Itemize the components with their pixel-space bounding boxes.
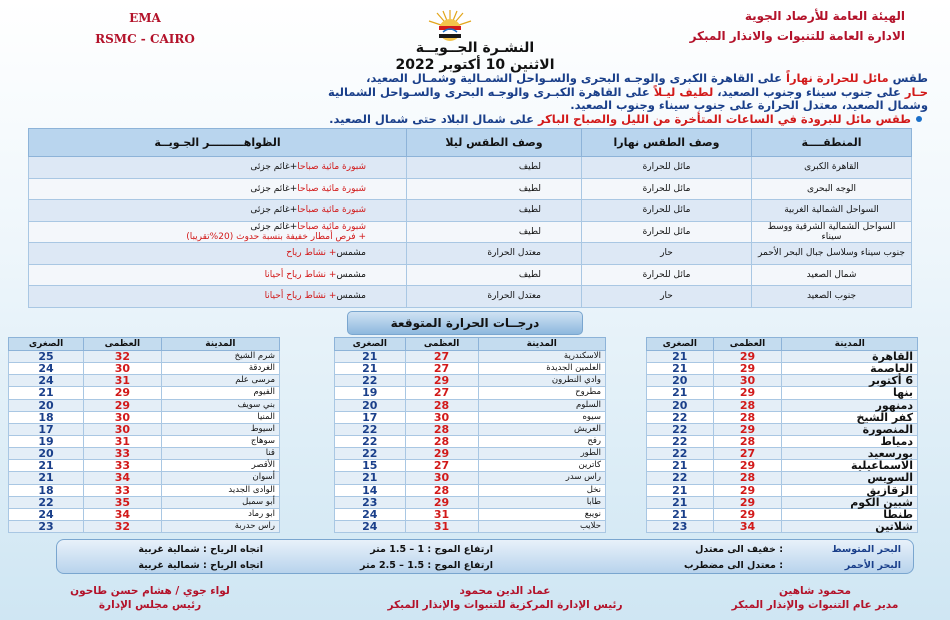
weather-table-header — [29, 129, 912, 157]
min-temp: 21 — [647, 387, 714, 399]
weather-table — [28, 128, 912, 308]
max-temp: 29 — [405, 448, 478, 460]
night-description: لطيف — [407, 157, 582, 179]
city-name: بورسعيد — [782, 448, 918, 460]
temperature-row — [335, 351, 606, 363]
header-city: المدينة — [782, 338, 918, 351]
city-name: العريش — [478, 423, 605, 435]
bullet-icon — [916, 116, 922, 122]
signatory-name: محمود شاهين — [778, 585, 852, 597]
city-name: الاسماعيلية — [782, 460, 918, 472]
signatory-name: لواء جوي / هشام حسن طاحون — [70, 585, 230, 597]
phenomena-extra: + نشاط رياح أحيانا — [264, 291, 337, 302]
temperature-row — [9, 460, 280, 472]
city-name: شرم الشيخ — [161, 351, 279, 363]
min-temp: 18 — [9, 484, 84, 496]
sea-row-mediterranean — [57, 542, 913, 558]
max-temp: 29 — [84, 387, 162, 399]
night-description: لطيف — [407, 200, 582, 222]
min-temp: 25 — [9, 351, 84, 363]
temperature-row — [647, 387, 918, 399]
city-name: الزقازيق — [782, 484, 918, 496]
temperature-row — [647, 363, 918, 375]
min-temp: 21 — [647, 351, 714, 363]
min-temp: 23 — [335, 496, 406, 508]
region-name: جنوب الصعيد — [752, 286, 912, 308]
min-temp: 21 — [335, 472, 406, 484]
max-temp: 28 — [405, 484, 478, 496]
max-temp: 29 — [713, 460, 782, 472]
summary-text-highlight: لطيف ليـلاً — [653, 84, 714, 99]
region-name: السواحل الشمالية الغربية — [752, 200, 912, 222]
city-name: أسوان — [161, 472, 279, 484]
rsmc-label: RSMC - CAIRO — [95, 32, 195, 46]
max-temp: 29 — [713, 484, 782, 496]
temperature-row — [335, 375, 606, 387]
city-name: ابو رماد — [161, 508, 279, 520]
min-temp: 18 — [9, 411, 84, 423]
max-temp: 34 — [84, 508, 162, 520]
city-name: المنصورة — [782, 423, 918, 435]
city-name: السويس — [782, 472, 918, 484]
temperature-row — [9, 363, 280, 375]
city-name: الأقصر — [161, 460, 279, 472]
min-temp: 24 — [9, 363, 84, 375]
city-name: مرسى علم — [161, 375, 279, 387]
weather-row — [29, 286, 912, 308]
min-temp: 24 — [335, 520, 406, 532]
temperature-row — [9, 448, 280, 460]
max-temp: 32 — [84, 351, 162, 363]
temperature-row — [9, 435, 280, 447]
temperature-row — [647, 496, 918, 508]
header-min: الصغرى — [647, 338, 714, 351]
max-temp: 28 — [713, 472, 782, 484]
wave-height: ارتفاع الموج : 1.5 – 2.5 متر — [360, 560, 493, 571]
header-max: العظمى — [84, 338, 162, 351]
ema-label: EMA — [129, 11, 161, 25]
city-name: الفيوم — [161, 387, 279, 399]
temperature-row — [335, 508, 606, 520]
temperature-row — [647, 399, 918, 411]
city-name: دمنهور — [782, 399, 918, 411]
max-temp: 28 — [713, 411, 782, 423]
city-name: رفح — [478, 435, 605, 447]
min-temp: 21 — [647, 496, 714, 508]
header-phenomena: الظواهـــــــــر الجـويــة — [29, 129, 407, 157]
phenomena-cell — [29, 243, 407, 265]
header-min: الصغرى — [335, 338, 406, 351]
city-name: بني سويف — [161, 399, 279, 411]
summary-text: على القاهرة الكبرى والوجـه البحرى والسـواحل الشمـالية وشمـال الصعيد، — [366, 71, 786, 85]
temperature-row — [335, 363, 606, 375]
max-temp: 31 — [84, 435, 162, 447]
city-name: المنيا — [161, 411, 279, 423]
phenomena-extra: + نشاط رياح — [286, 248, 337, 259]
temperatures-title: درجــات الحرارة المتوقعة — [347, 311, 583, 335]
min-temp: 21 — [9, 460, 84, 472]
temperature-row — [335, 435, 606, 447]
region-name: القاهرة الكبرى — [752, 157, 912, 179]
forecast-summary — [28, 72, 928, 126]
min-temp: 20 — [9, 399, 84, 411]
day-description: مائل للحرارة — [582, 178, 752, 200]
min-temp: 21 — [647, 460, 714, 472]
city-name: 6 أكتوبر — [782, 375, 918, 387]
min-temp: 22 — [647, 472, 714, 484]
wind-direction: اتجاه الرياح : شمالية غربية — [138, 560, 263, 571]
signatory-name: عماد الدين محمود — [459, 585, 551, 597]
phenomena-cell — [29, 178, 407, 200]
max-temp: 30 — [405, 472, 478, 484]
max-temp: 32 — [84, 520, 162, 532]
temperature-row — [335, 496, 606, 508]
phenomena-extra: +غائم جزئى — [250, 162, 298, 173]
min-temp: 24 — [9, 375, 84, 387]
summary-text: على القاهرة الكبـرى والوجـه البحرى والسـواحل الشمالية — [327, 84, 654, 99]
temperature-row — [9, 387, 280, 399]
max-temp: 29 — [713, 508, 782, 520]
phenomena-cell — [29, 264, 407, 286]
temperature-row — [647, 423, 918, 435]
phenomena-extra: + نشاط رياح أحيانا — [264, 269, 337, 280]
max-temp: 27 — [405, 363, 478, 375]
temperature-row — [9, 520, 280, 532]
city-name: العلمين الجديدة — [478, 363, 605, 375]
min-temp: 21 — [647, 484, 714, 496]
signatory-title: مدير عام التنبوات والإنذار المبكر — [731, 599, 899, 611]
temperature-row — [9, 375, 280, 387]
authority-name: الهيئة العامة للأرصاد الجوية — [744, 9, 905, 23]
city-name: نويبع — [478, 508, 605, 520]
max-temp: 29 — [84, 399, 162, 411]
administration-name: الادارة العامة للتنبوات والانذار المبكر — [689, 29, 905, 43]
city-name: راس حدربة — [161, 520, 279, 532]
max-temp: 27 — [713, 448, 782, 460]
signature-director — [700, 584, 930, 612]
temperature-row — [647, 520, 918, 532]
phenomena-main: شبورة مائية صباحا — [297, 162, 366, 173]
min-temp: 22 — [9, 496, 84, 508]
temperature-row — [335, 399, 606, 411]
min-temp: 17 — [335, 411, 406, 423]
phenomena-cell — [29, 221, 407, 243]
wave-height: ارتفاع الموج : 1 – 1.5 متر — [370, 544, 493, 555]
header-night: وصف الطقس ليلا — [407, 129, 582, 157]
min-temp: 22 — [647, 448, 714, 460]
city-name: القاهرة — [782, 351, 918, 363]
night-description: معتدل الحرارة — [407, 286, 582, 308]
temperature-row — [335, 460, 606, 472]
weather-row — [29, 243, 912, 265]
max-temp: 30 — [713, 375, 782, 387]
city-name: حلايب — [478, 520, 605, 532]
temperature-row — [335, 484, 606, 496]
max-temp: 29 — [713, 496, 782, 508]
min-temp: 17 — [9, 423, 84, 435]
phenomena-main: مشمس — [336, 269, 366, 280]
min-temp: 22 — [335, 423, 406, 435]
max-temp: 30 — [84, 411, 162, 423]
temperature-row — [9, 508, 280, 520]
temperature-row — [9, 472, 280, 484]
temperature-row — [647, 484, 918, 496]
min-temp: 15 — [335, 460, 406, 472]
min-temp: 19 — [9, 435, 84, 447]
wind-direction: اتجاه الرياح : شمالية غربية — [138, 544, 263, 555]
phenomena-main: شبورة مائية صباحا — [297, 183, 366, 194]
city-name: طنطا — [782, 508, 918, 520]
max-temp: 30 — [84, 423, 162, 435]
max-temp: 33 — [84, 460, 162, 472]
signature-chairman — [40, 584, 260, 612]
max-temp: 34 — [713, 520, 782, 532]
phenomena-extra: +غائم جزئى — [250, 183, 298, 194]
phenomena-main: مشمس — [336, 291, 366, 302]
min-temp: 21 — [9, 472, 84, 484]
min-temp: 23 — [9, 520, 84, 532]
day-description: حار — [582, 286, 752, 308]
header-region: المنطقــــة — [752, 129, 912, 157]
max-temp: 31 — [405, 508, 478, 520]
min-temp: 22 — [647, 435, 714, 447]
temperature-row — [647, 472, 918, 484]
min-temp: 20 — [647, 399, 714, 411]
min-temp: 23 — [647, 520, 714, 532]
summary-text-highlight: طقس مائل للبرودة في الساعات المتأخرة من الليل والصباح الباكر — [537, 111, 911, 126]
min-temp: 22 — [335, 435, 406, 447]
phenomena-main: مشمس — [336, 248, 366, 259]
city-name: اسيوط — [161, 423, 279, 435]
city-name: نخل — [478, 484, 605, 496]
rain-percent: (20%تقريبا) — [186, 231, 234, 242]
city-name: كفر الشيخ — [782, 411, 918, 423]
weather-row — [29, 200, 912, 222]
signatory-title: رئيس الإدارة المركزية للتنبوات والإنذار المبكر — [387, 599, 623, 611]
bulletin-title: النشـرة الجــويــة — [415, 40, 535, 56]
temperature-row — [9, 423, 280, 435]
weather-row — [29, 264, 912, 286]
city-name: الوادى الجديد — [161, 484, 279, 496]
max-temp: 30 — [84, 363, 162, 375]
phenomena-extra: +غائم جزئى — [250, 205, 298, 216]
sea-state: : خفيف الى معتدل — [695, 544, 783, 555]
phenomena-cell — [29, 200, 407, 222]
max-temp: 29 — [405, 496, 478, 508]
max-temp: 27 — [405, 387, 478, 399]
max-temp: 35 — [84, 496, 162, 508]
min-temp: 24 — [335, 508, 406, 520]
header-city: المدينة — [161, 338, 279, 351]
city-name: سوهاج — [161, 435, 279, 447]
summary-line-1 — [28, 72, 928, 86]
phenomena-main: شبورة مائية صباحا — [297, 221, 366, 232]
sea-state: : معتدل الى مضطرب — [684, 560, 783, 571]
temperature-row — [9, 484, 280, 496]
temperature-row — [9, 411, 280, 423]
temperature-table-left — [8, 337, 280, 533]
city-name: أبو سمبل — [161, 496, 279, 508]
day-description: مائل للحرارة — [582, 157, 752, 179]
temperature-row — [647, 435, 918, 447]
summary-text: على شمال البلاد حتى شمال الصعيد. — [329, 111, 534, 126]
summary-text: طقس — [888, 71, 928, 85]
min-temp: 20 — [9, 448, 84, 460]
region-name: الوجه البحرى — [752, 178, 912, 200]
city-name: دمياط — [782, 435, 918, 447]
max-temp: 29 — [713, 423, 782, 435]
city-name: بنها — [782, 387, 918, 399]
max-temp: 29 — [713, 363, 782, 375]
max-temp: 27 — [405, 351, 478, 363]
min-temp: 20 — [647, 375, 714, 387]
temperature-row — [647, 375, 918, 387]
city-name: وادي النطرون — [478, 375, 605, 387]
summary-text-highlight: مائل للحرارة نهاراً — [786, 71, 889, 85]
city-name: الطور — [478, 448, 605, 460]
phenomena-cell — [29, 286, 407, 308]
weather-row — [29, 221, 912, 243]
temperature-row — [335, 520, 606, 532]
summary-text: على جنوب سيناء وجنوب الصعيد، — [713, 84, 905, 99]
max-temp: 29 — [405, 375, 478, 387]
temperature-row — [335, 423, 606, 435]
city-name: شلاتين — [782, 520, 918, 532]
night-description: لطيف — [407, 221, 582, 243]
city-name: مطروح — [478, 387, 605, 399]
summary-line-3: وشمال الصعيد، معتدل الحرارة على جنوب سيناء وجنوب الصعيد. — [570, 98, 928, 112]
temperature-row — [647, 508, 918, 520]
sea-state-panel — [56, 539, 914, 574]
min-temp: 21 — [335, 363, 406, 375]
max-temp: 28 — [405, 423, 478, 435]
summary-text-highlight: حـار — [904, 84, 928, 99]
max-temp: 33 — [84, 484, 162, 496]
city-name: طابا — [478, 496, 605, 508]
weather-row — [29, 157, 912, 179]
temperature-table-middle — [334, 337, 606, 533]
max-temp: 30 — [405, 411, 478, 423]
temperature-table-right — [646, 337, 918, 533]
min-temp: 14 — [335, 484, 406, 496]
city-name: الغردقة — [161, 363, 279, 375]
bulletin-date: الاثنين 10 أكتوبر 2022 — [395, 57, 555, 73]
temperature-row — [9, 496, 280, 508]
temperature-row — [335, 411, 606, 423]
summary-line-2 — [28, 86, 928, 100]
max-temp: 28 — [405, 399, 478, 411]
min-temp: 22 — [335, 375, 406, 387]
temperature-row — [647, 448, 918, 460]
min-temp: 22 — [647, 423, 714, 435]
phenomena-cell — [29, 157, 407, 179]
min-temp: 21 — [647, 508, 714, 520]
temperature-row — [335, 387, 606, 399]
sea-name: البحر المتوسط — [831, 544, 901, 555]
max-temp: 27 — [405, 460, 478, 472]
max-temp: 28 — [713, 399, 782, 411]
phenomena-extra: +غائم جزئى — [250, 221, 298, 232]
header-max: العظمى — [713, 338, 782, 351]
signature-central-admin — [380, 584, 630, 612]
city-name: قنا — [161, 448, 279, 460]
min-temp: 20 — [335, 399, 406, 411]
day-description: مائل للحرارة — [582, 200, 752, 222]
min-temp: 21 — [335, 351, 406, 363]
day-description: مائل للحرارة — [582, 264, 752, 286]
night-description: لطيف — [407, 264, 582, 286]
header-day: وصف الطقس نهارا — [582, 129, 752, 157]
max-temp: 29 — [713, 387, 782, 399]
region-name: جنوب سيناء وسلاسل جبال البحر الأحمر — [752, 243, 912, 265]
city-name: راس سدر — [478, 472, 605, 484]
city-name: شبين الكوم — [782, 496, 918, 508]
max-temp: 28 — [405, 435, 478, 447]
max-temp: 31 — [405, 520, 478, 532]
header-max: العظمى — [405, 338, 478, 351]
header-min: الصغرى — [9, 338, 84, 351]
day-description: مائل للحرارة — [582, 221, 752, 243]
max-temp: 29 — [713, 351, 782, 363]
rain-chance: + فرص أمطار خفيفة بنسبة حدوث — [236, 231, 366, 242]
min-temp: 21 — [647, 363, 714, 375]
weather-row — [29, 178, 912, 200]
region-name: شمال الصعيد — [752, 264, 912, 286]
city-name: كاترين — [478, 460, 605, 472]
header-city: المدينة — [478, 338, 605, 351]
min-temp: 19 — [335, 387, 406, 399]
temperature-row — [9, 351, 280, 363]
min-temp: 22 — [335, 448, 406, 460]
signatory-title: رئيس مجلس الإدارة — [98, 599, 202, 611]
max-temp: 34 — [84, 472, 162, 484]
phenomena-main: شبورة مائية صباحا — [297, 205, 366, 216]
day-description: حار — [582, 243, 752, 265]
max-temp: 28 — [713, 435, 782, 447]
sea-name: البحر الأحمر — [844, 560, 901, 571]
max-temp: 31 — [84, 375, 162, 387]
temperature-row — [647, 460, 918, 472]
temperature-row — [647, 411, 918, 423]
temperature-row — [335, 472, 606, 484]
sea-row-red-sea — [57, 558, 913, 574]
temperature-row — [647, 351, 918, 363]
night-description: معتدل الحرارة — [407, 243, 582, 265]
region-name: السواحل الشمالية الشرقية ووسط سيناء — [752, 221, 912, 243]
temperature-row — [9, 399, 280, 411]
city-name: العاصمة — [782, 363, 918, 375]
min-temp: 24 — [9, 508, 84, 520]
temperature-row — [335, 448, 606, 460]
city-name: السلوم — [478, 399, 605, 411]
max-temp: 33 — [84, 448, 162, 460]
min-temp: 21 — [9, 387, 84, 399]
summary-line-4 — [28, 113, 928, 127]
night-description: لطيف — [407, 178, 582, 200]
city-name: الاسكندرية — [478, 351, 605, 363]
min-temp: 22 — [647, 411, 714, 423]
city-name: سيوه — [478, 411, 605, 423]
